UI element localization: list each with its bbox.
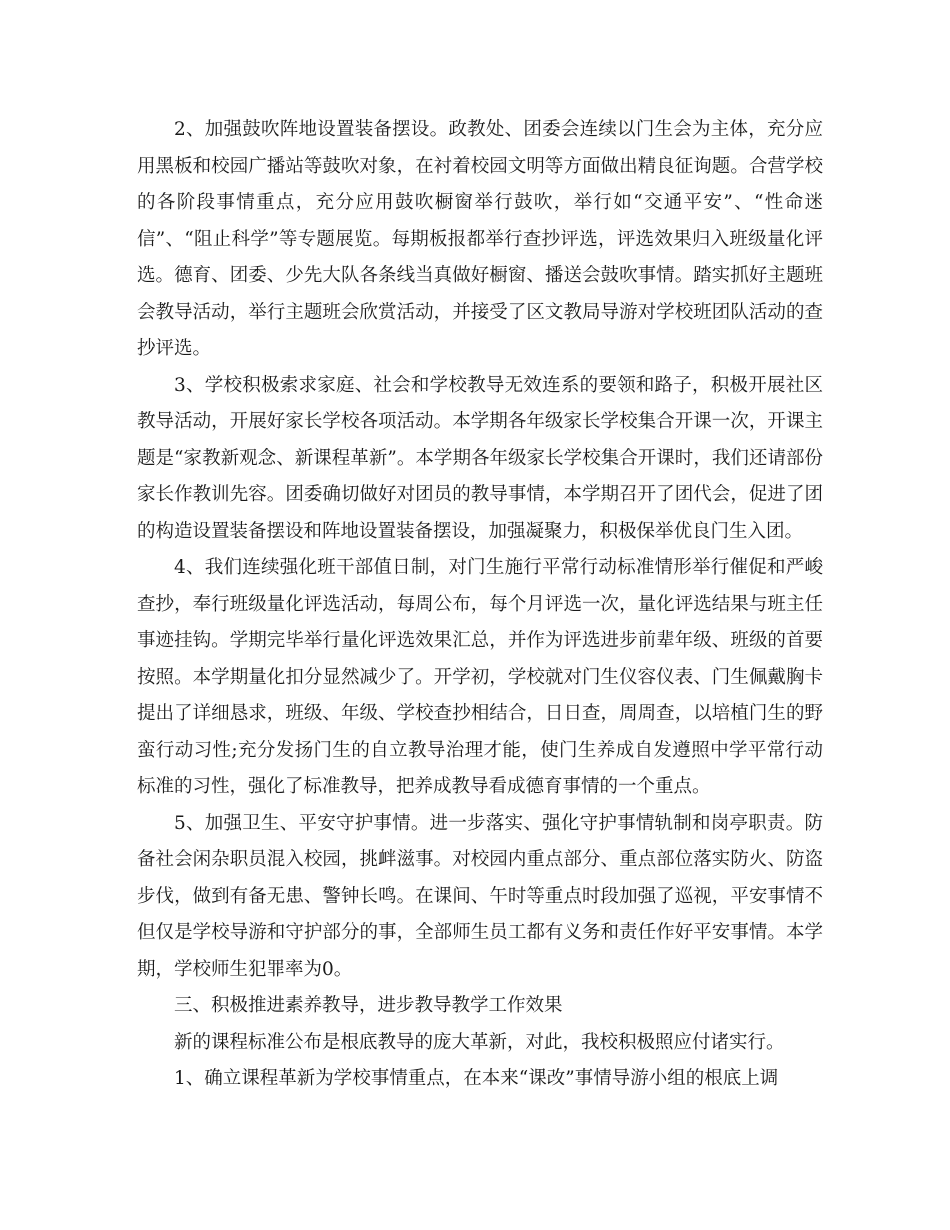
paragraph-publicity-positions: 2、加强鼓吹阵地设置装备摆设。政教处、团委会连续以门生会为主体，充分应用黑板和校园广播站等鼓吹对象，在衬着校园文明等方面做出精良征询题。合营学校的各阶段事情重点，充分应用鼓吹橱窗举行鼓吹，举行如“交通平安”、“性命迷信”、“阻止科学”等专题展览。每期板报都举行查抄评选，评选效果归入班级量化评选。德育、团委、少先大队各条线当真做好橱窗、播送会鼓吹事情。踏实抓好主题班会教导活动，举行主题班会欣赏活动，并接受了区文教局导游对学校班团队活动的查抄评选。 [137, 119, 823, 359]
paragraph-safety-security: 5、加强卫生、平安守护事情。进一步落实、强化守护事情轨制和岗亭职责。防备社会闲杂职员混入校园，挑衅滋事。对校园内重点部分、重点部位落实防火、防盗步伐，做到有备无患、警钟长鸣。在课间、午时等重点时段加强了巡视，平安事情不但仅是学校导游和守护部分的事，全部师生员工都有义务和责任作好平安事情。本学期，学校师生犯罪率为0。 [137, 812, 823, 980]
section-heading-quality-education: 三、积极推进素养教导，进步教导教学工作效果 [174, 995, 563, 1016]
paragraph-curriculum-reform: 1、确立课程革新为学校事情重点，在本来“课改”事情导游小组的根底上调 [174, 1068, 779, 1089]
document-body [137, 112, 823, 1098]
paragraph-curriculum-standard: 新的课程标准公布是根底教导的庞大革新，对此，我校积极照应付诸实行。 [174, 1031, 785, 1053]
paragraph-family-community-education: 3、学校积极索求家庭、社会和学校教导无效连系的要领和路子，积极开展社区教导活动，开展好家长学校各项活动。本学期各年级家长学校集合开课一次，开课主题是“家教新观念、新课程革新”。本学期各年级家长学校集合开课时，我们还请部份家长作教训先容。团委确切做好对团员的教导事情，本学期召开了团代会，促进了团的构造设置装备摆设和阵地设置装备摆设，加强凝聚力，积极保举优良门生入团。 [137, 374, 823, 542]
paragraph-class-cadre-duty: 4、我们连续强化班干部值日制，对门生施行平常行动标准情形举行催促和严峻查抄，奉行班级量化评选活动，每周公布，每个月评选一次，量化评选结果与班主任事迹挂钩。学期完毕举行量化评选效果汇总，并作为评选进步前辈年级、班级的首要按照。本学期量化扣分显然减少了。开学初，学校就对门生仪容仪表、门生佩戴胸卡提出了详细恳求，班级、年级、学校查抄相结合，日日查，周周查，以培植门生的野蛮行动习性;充分发扬门生的自立教导治理才能，使门生养成自发遵照中学平常行动标准的习性，强化了标准教导，把养成教导看成德育事情的一个重点。 [137, 557, 823, 797]
